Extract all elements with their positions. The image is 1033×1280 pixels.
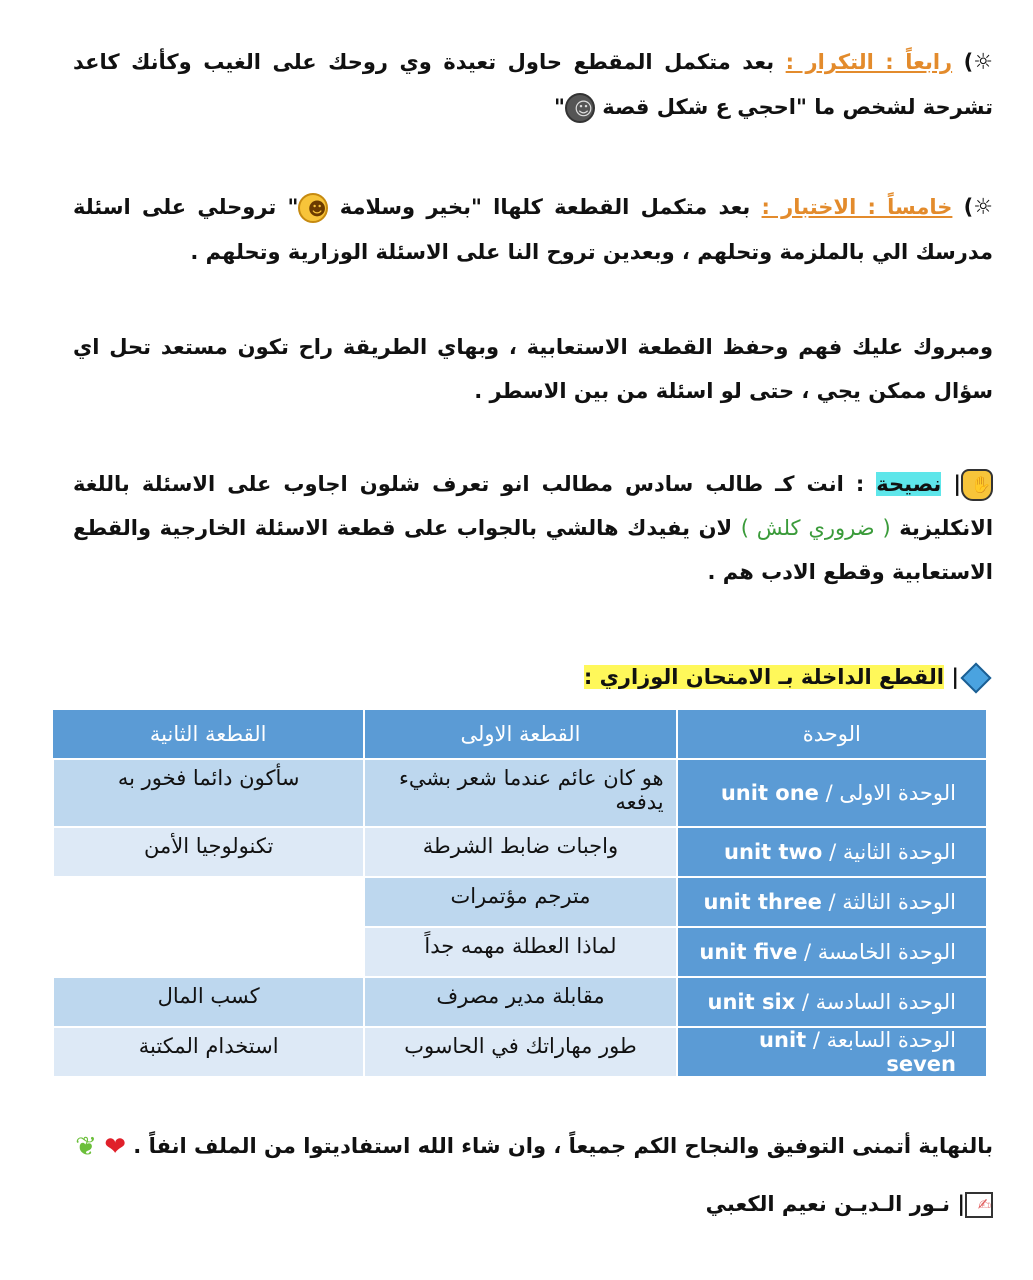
heading-text: القطع الداخلة بـ الامتحان الوزاري : <box>583 665 945 689</box>
leaf-icon: ❦ <box>75 1132 97 1162</box>
paragraph-congrats <box>73 325 993 413</box>
author-name: نـور الـديـن نعيم الكعبي <box>705 1192 951 1216</box>
label-test: خامساً : الاختبار : <box>761 195 953 219</box>
unit-ar: الوحدة السادسة / <box>801 990 956 1014</box>
pen-icon: ✍ <box>965 1192 993 1218</box>
text-advice-green: ( ضروري كلش ) <box>740 516 891 540</box>
text-test-before: بعد متكمل القطعة كلهاا "بخير وسلامة <box>339 195 751 219</box>
unit-cell <box>677 759 987 827</box>
unit-en: unit five <box>699 940 798 964</box>
grinning-face-icon: ☻ <box>298 193 328 223</box>
unit-en: unit seven <box>759 1028 956 1076</box>
first-passage-cell: هو كان عائم عندما شعر بشيء يدفعه <box>364 759 676 827</box>
unit-ar: الوحدة الثالثة / <box>828 890 956 914</box>
unit-ar: الوحدة الاولى / <box>825 781 956 805</box>
closing-text: بالنهاية أتمنى التوفيق والنجاح الكم جميعاً ، وان شاء الله استفاديتوا من الملف انفاً . <box>133 1134 993 1158</box>
section-heading: | القطع الداخلة بـ الامتحان الوزاري : <box>73 655 993 699</box>
paragraph-test: ☼) خامساً : الاختبار : بعد متكمل القطعة كلهاا "بخير وسلامة ☻" تروحلي على اسئلة مدرسك الي بالملزمة وتحلهم ، وبعدين تروح النا على الاسئلة الوزارية وتحلهم . <box>73 185 993 274</box>
first-passage-cell: طور مهاراتك في الحاسوب <box>364 1027 676 1077</box>
quote-end: " <box>553 95 565 119</box>
unit-cell <box>677 827 987 877</box>
table-header-row <box>53 710 987 759</box>
table-row <box>53 759 987 827</box>
table-row <box>53 877 987 927</box>
second-passage-cell <box>53 877 364 927</box>
second-passage-cell <box>53 927 364 977</box>
first-passage-cell: لماذا العطلة مهمه جداً <box>364 927 676 977</box>
table-row <box>53 1027 987 1077</box>
unit-en: unit six <box>707 990 796 1014</box>
smiley-face-icon: ☺ <box>565 93 595 123</box>
text-repetition: بعد متكمل المقطع حاول تعيدة وي روحك على الغيب وكأنك كاعد تشرحة لشخص ما "احجي ع شكل قصة <box>73 50 993 119</box>
hand-icon: ✋ <box>961 469 993 501</box>
unit-ar: الوحدة الخامسة / <box>804 940 956 964</box>
table-row <box>53 927 987 977</box>
second-passage-cell: سأكون دائما فخور به <box>53 759 364 827</box>
units-table <box>52 710 988 1078</box>
text-advice-2: لان يفيدك هالشي بالجواب على قطعة الاسئلة الخارجية والقطع الاستعابية وقطع الادب هم . <box>73 516 993 584</box>
closing-paragraph <box>73 1124 993 1169</box>
header-unit: الوحدة <box>677 710 987 759</box>
second-passage-cell: استخدام المكتبة <box>53 1027 364 1077</box>
paragraph-repetition: ☼) رابعاً : التكرار : بعد متكمل المقطع حاول تعيدة وي روحك على الغيب وكأنك كاعد تشرحة لشخص ما "احجي ع شكل قصة ☺" <box>73 40 993 129</box>
text-congrats: ومبروك عليك فهم وحفظ القطعة الاستعابية ، وبهاي الطريقة راح تكون مستعد تحل اي سؤال ممكن يجي ، حتى لو اسئلة من بين الاسطر . <box>73 335 993 403</box>
paragraph-advice: ✋| نصيحة : انت كـ طالب سادس مطالب انو تعرف شلون اجاوب على الاسئلة باللغة الانكليزية ( ضروري كلش ) لان يفيدك هالشي بالجواب على قطعة الاسئلة الخارجية والقطع الاستعابية وقطع الادب هم . <box>73 462 993 594</box>
unit-en: unit two <box>724 840 823 864</box>
table-row <box>53 827 987 877</box>
unit-en: unit one <box>720 781 819 805</box>
text-test-after: " تروحلي على اسئلة مدرسك الي بالملزمة وتحلهم ، وبعدين تروح النا على الاسئلة الوزارية وتحلهم . <box>73 195 993 264</box>
unit-cell <box>677 877 987 927</box>
second-passage-cell: تكنولوجيا الأمن <box>53 827 364 877</box>
heart-icon: ❤ <box>104 1132 126 1162</box>
unit-ar: الوحدة السابعة / <box>812 1028 956 1052</box>
sun-icon: ☼ <box>973 195 993 220</box>
first-passage-cell: مقابلة مدير مصرف <box>364 977 676 1027</box>
unit-en: unit three <box>703 890 822 914</box>
header-second-passage: القطعة الثانية <box>53 710 364 759</box>
label-repetition: رابعاً : التكرار : <box>785 50 953 74</box>
author-line: ✍| نـور الـديـن نعيم الكعبي <box>705 1192 991 1216</box>
table-row <box>53 977 987 1027</box>
unit-cell <box>677 977 987 1027</box>
first-passage-cell: مترجم مؤتمرات <box>364 877 676 927</box>
diamond-icon <box>960 662 991 693</box>
first-passage-cell: واجبات ضابط الشرطة <box>364 827 676 877</box>
sun-icon: ☼ <box>973 50 994 75</box>
unit-cell <box>677 927 987 977</box>
unit-cell <box>677 1027 987 1077</box>
second-passage-cell: كسب المال <box>53 977 364 1027</box>
header-first-passage: القطعة الاولى <box>364 710 676 759</box>
unit-ar: الوحدة الثانية / <box>829 840 956 864</box>
label-advice: نصيحة <box>876 472 942 496</box>
text-advice-1: : انت كـ طالب سادس مطالب انو تعرف شلون اجاوب على الاسئلة باللغة الانكليزية <box>73 472 994 540</box>
